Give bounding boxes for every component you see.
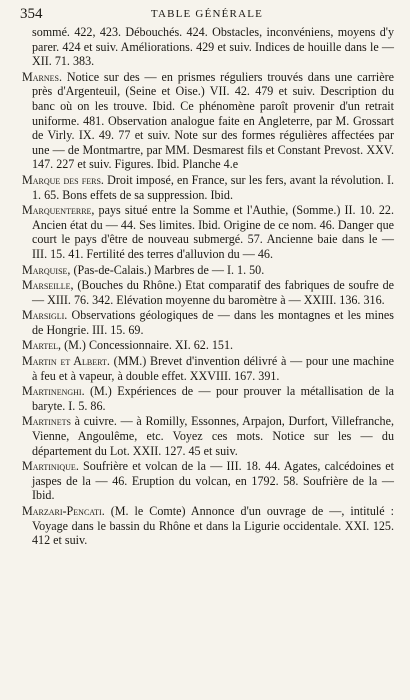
entry-headword: Martin et Albert. [22,354,110,369]
entry-text: à cuivre. — à Romilly, Essonnes, Arpajon, Durfort, Villefranche, Vienne, Angoulême, etc. Voyez ces mots. Notice sur les — du département du Lot. XXII. 127. 45 et suiv. [32,414,394,458]
entry-text: Droit imposé, en France, sur les fers, avant la révolution. I. 1. 65. Bons effets de sa suppression. Ibid. [32,172,394,202]
index-entry-marquenterre [22,203,394,261]
index-entry-marseille [22,278,394,307]
entry-text: (Pas-de-Calais.) Marbres de — I. 1. 50. [70,262,265,277]
index-entry-marque-des-fers [22,173,394,202]
index-entry-marzari-pencati [22,504,394,548]
entry-text: (Bouches du Rhône.) Etat comparatif des fabriques de soufre de — XIII. 76. 342. Elévation moyenne du baromètre à — XXIII. 136. 316. [32,278,394,307]
index-entry-marquise [22,263,394,278]
entry-headword: Marque des fers. [22,172,104,187]
index-entry-martinique [22,459,394,503]
index-entry-martin-et-albert [22,354,394,383]
entry-headword: Marseille, [22,278,74,293]
entry-text: (M. le Comte) Annonce d'un ouvrage de —, intitulé : Voyage dans le bassin du Rhône et dans la Ligurie occidentale. XXI. 125. 412 et suiv. [32,504,394,548]
entry-text: (M.) Concessionnaire. XI. 62. 151. [61,338,234,353]
entry-text: Observations géologiques de — dans les montagnes et les mines de Hongrie. III. 15. 69. [32,308,394,337]
entry-headword: Martinenghi. [22,384,85,399]
entry-text: Soufrière et volcan de la — III. 18. 44. Agates, calcédoines et jaspes de la — 46. Eruption du volcan, en 1792. 58. Soufrière de la — Ibid. [32,459,394,503]
index-entry-martinenghi [22,384,394,413]
index-entry-continuation [22,25,394,69]
index-entries [22,25,394,549]
entry-headword: Martinets [22,414,71,429]
page-number: 354 [20,6,43,22]
entry-headword: Marsigli. [22,308,68,323]
running-head: TABLE GÉNÉRALE [150,8,264,20]
index-entry-martinets [22,414,394,458]
index-entry-marnes [22,70,394,172]
entry-headword: Marnes. [22,69,63,84]
index-entry-marsigli [22,308,394,337]
entry-headword: Marquise, [22,262,71,277]
page-header [18,6,396,24]
entry-headword: Marzari-Pencati. [22,504,105,518]
entry-text: pays situé entre la Somme et l'Authie, (Somme.) II. 10. 22. Ancien état du — 44. Ses limites. Ibid. Origine de ce nom. 46. Danger que court le pays d'être de nouveau submergé. 57. Ancienne baie dans le — III. 15. 41. Fertilité des terres d'alluvion du — 46. [32,203,394,261]
entry-headword: Martel, [22,338,62,353]
entry-text: sommé. 422, 423. Débouchés. 424. Obstacles, inconvéniens, moyens d'y parer. 424 et suiv. Améliorations. 429 et suiv. Indices de houille dans le — XII. 71. 383. [32,25,394,69]
index-entry-martel [22,338,394,353]
entry-headword: Marquenterre, [22,203,95,218]
entry-text: (MM.) Brevet d'invention délivré à — pour une machine à feu et à vapeur, à double effet. XXVIII. 167. 391. [32,354,394,383]
entry-text: (M.) Expériences de — pour prouver la métallisation de la baryte. I. 5. 86. [32,384,394,413]
entry-headword: Martinique. [22,459,79,474]
entry-text: Notice sur des — en prismes réguliers trouvés dans une carrière près d'Argenteuil, (Seine et Oise.) VII. 42. 479 et suiv. Description du banc où on les trouve. Ibid. Ce phénomène paroît provenir d'un retrait uniforme. 481. Observation analogue faite en Angleterre, par M. Grossart de Virly. IX. 49. 77 et suiv. Note sur des formes régulières affectées par une — de Montmartre, par MM. Desmarest fils et Constant Prevost. XXV. 147. 227 et suiv. Figures. Ibid. Planche 4.e [32,69,394,172]
